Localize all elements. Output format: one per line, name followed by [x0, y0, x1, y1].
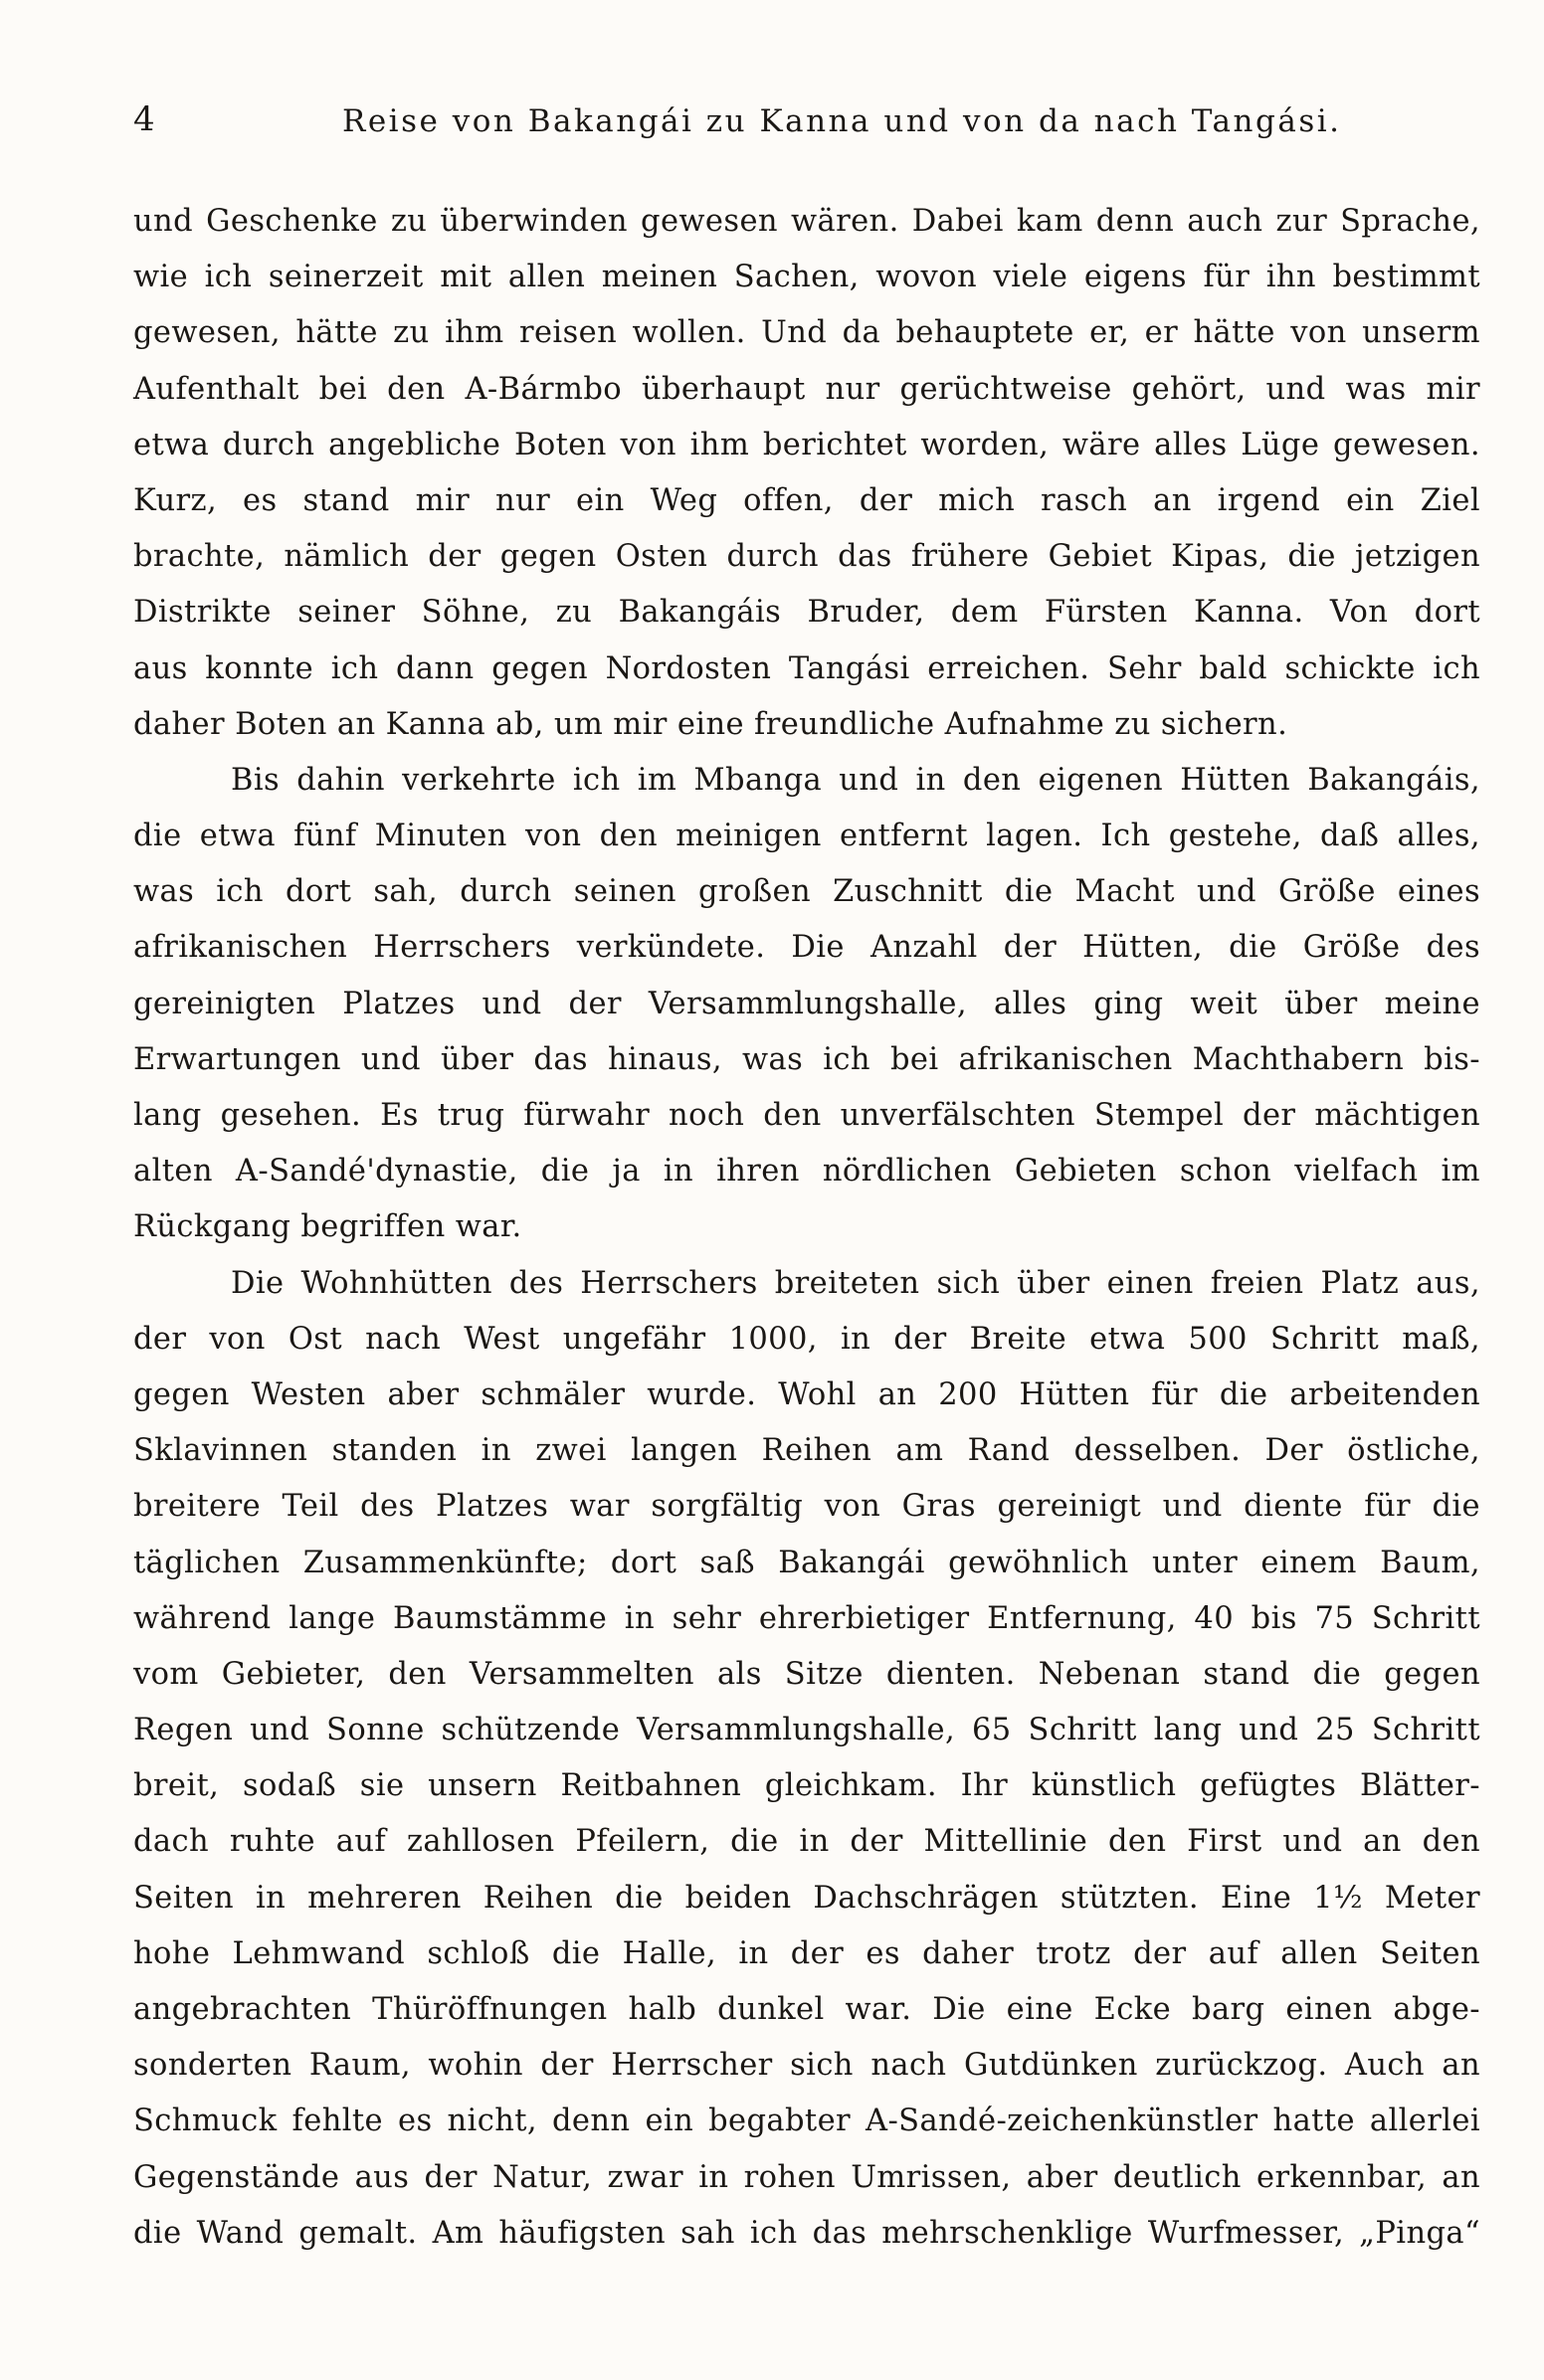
- text-line: Regen und Sonne schützende Versammlungshalle, 65 Schritt lang und 25 Schritt: [133, 1713, 1480, 1748]
- text-line: lang gesehen. Es trug fürwahr noch den unverfälschten Stempel der mächtigen: [133, 1098, 1480, 1133]
- text-line: Rückgang begriffen war.: [133, 1209, 522, 1245]
- paragraph: [133, 1256, 1480, 2262]
- text-line: afrikanischen Herrschers verkündete. Die Anzahl der Hütten, die Größe des: [133, 930, 1480, 966]
- text-line: die etwa fünf Minuten von den meinigen entfernt lagen. Ich gestehe, daß alles,: [133, 819, 1480, 854]
- text-line: gereinigten Platzes und der Versammlungshalle, alles ging weit über meine: [133, 986, 1480, 1021]
- text-line: Bis dahin verkehrte ich im Mbanga und in den eigenen Hütten Bakangáis,: [231, 762, 1480, 798]
- page-header: [133, 99, 1480, 149]
- running-head: Reise von Bakangái zu Kanna und von da nach Tangási.: [342, 103, 1342, 139]
- text-line: gewesen, hätte zu ihm reisen wollen. Und da behauptete er, er hätte von unserm: [133, 315, 1480, 351]
- text-line: die Wand gemalt. Am häufigsten sah ich das mehrschenklige Wurfmesser, „Pinga“: [133, 2215, 1480, 2251]
- text-line: aus konnte ich dann gegen Nordosten Tangási erreichen. Sehr bald schickte ich: [133, 650, 1480, 686]
- text-line: Distrikte seiner Söhne, zu Bakangáis Bruder, dem Fürsten Kanna. Von dort: [133, 595, 1480, 631]
- text-line: Erwartungen und über das hinaus, was ich bei afrikanischen Machthabern bis-: [133, 1041, 1480, 1077]
- text-line: sonderten Raum, wohin der Herrscher sich nach Gutdünken zurückzog. Auch an: [133, 2048, 1480, 2084]
- text-line: breitere Teil des Platzes war sorgfältig von Gras gereinigt und diente für die: [133, 1489, 1480, 1525]
- text-line: gegen Westen aber schmäler wurde. Wohl an 200 Hütten für die arbeitenden: [133, 1376, 1480, 1412]
- text-line: vom Gebieter, den Versammelten als Sitze dienten. Nebenan stand die gegen: [133, 1656, 1480, 1692]
- text-line: Kurz, es stand mir nur ein Weg offen, der mich rasch an irgend ein Ziel: [133, 482, 1480, 518]
- paragraph: [133, 753, 1480, 1256]
- text-line: und Geschenke zu überwinden gewesen wären. Dabei kam denn auch zur Sprache,: [133, 204, 1480, 239]
- text-line: wie ich seinerzeit mit allen meinen Sachen, wovon viele eigens für ihn bestimmt: [133, 260, 1480, 295]
- paragraph: [133, 194, 1480, 753]
- text-line: hohe Lehmwand schloß die Halle, in der es daher trotz der auf allen Seiten: [133, 1935, 1480, 1971]
- page-number: 4: [133, 99, 156, 139]
- text-line: Die Wohnhütten des Herrschers breiteten sich über einen freien Platz aus,: [231, 1265, 1480, 1301]
- body-text: [133, 194, 1480, 2262]
- text-line: täglichen Zusammenkünfte; dort saß Bakangái gewöhnlich unter einem Baum,: [133, 1545, 1480, 1580]
- text-line: Aufenthalt bei den A-Bármbo überhaupt nur gerüchtweise gehört, und was mir: [133, 371, 1480, 407]
- text-line: breit, sodaß sie unsern Reitbahnen gleichkam. Ihr künstlich gefügtes Blätter-: [133, 1768, 1480, 1804]
- text-line: brachte, nämlich der gegen Osten durch das frühere Gebiet Kipas, die jetzigen: [133, 539, 1480, 575]
- text-line: Seiten in mehreren Reihen die beiden Dachschrägen stützten. Eine 1½ Meter: [133, 1880, 1480, 1916]
- text-line: der von Ost nach West ungefähr 1000, in der Breite etwa 500 Schritt maß,: [133, 1321, 1480, 1357]
- text-line: alten A-Sandé'dynastie, die ja in ihren nördlichen Gebieten schon vielfach im: [133, 1154, 1480, 1190]
- text-line: dach ruhte auf zahllosen Pfeilern, die in der Mittellinie den First und an den: [133, 1824, 1480, 1860]
- text-line: Gegenstände aus der Natur, zwar in rohen Umrissen, aber deutlich erkennbar, an: [133, 2159, 1480, 2195]
- text-line: Schmuck fehlte es nicht, denn ein begabter A-Sandé-zeichenkünstler hatte allerlei: [133, 2104, 1480, 2139]
- text-line: etwa durch angebliche Boten von ihm berichtet worden, wäre alles Lüge gewesen.: [133, 427, 1480, 462]
- text-line: angebrachten Thüröffnungen halb dunkel war. Die eine Ecke barg einen abge-: [133, 1992, 1480, 2027]
- text-line: Sklavinnen standen in zwei langen Reihen am Rand desselben. Der östliche,: [133, 1433, 1480, 1469]
- text-line: was ich dort sah, durch seinen großen Zuschnitt die Macht und Größe eines: [133, 874, 1480, 910]
- text-line: daher Boten an Kanna ab, um mir eine freundliche Aufnahme zu sichern.: [133, 706, 1288, 742]
- text-line: während lange Baumstämme in sehr ehrerbietiger Entfernung, 40 bis 75 Schritt: [133, 1600, 1480, 1636]
